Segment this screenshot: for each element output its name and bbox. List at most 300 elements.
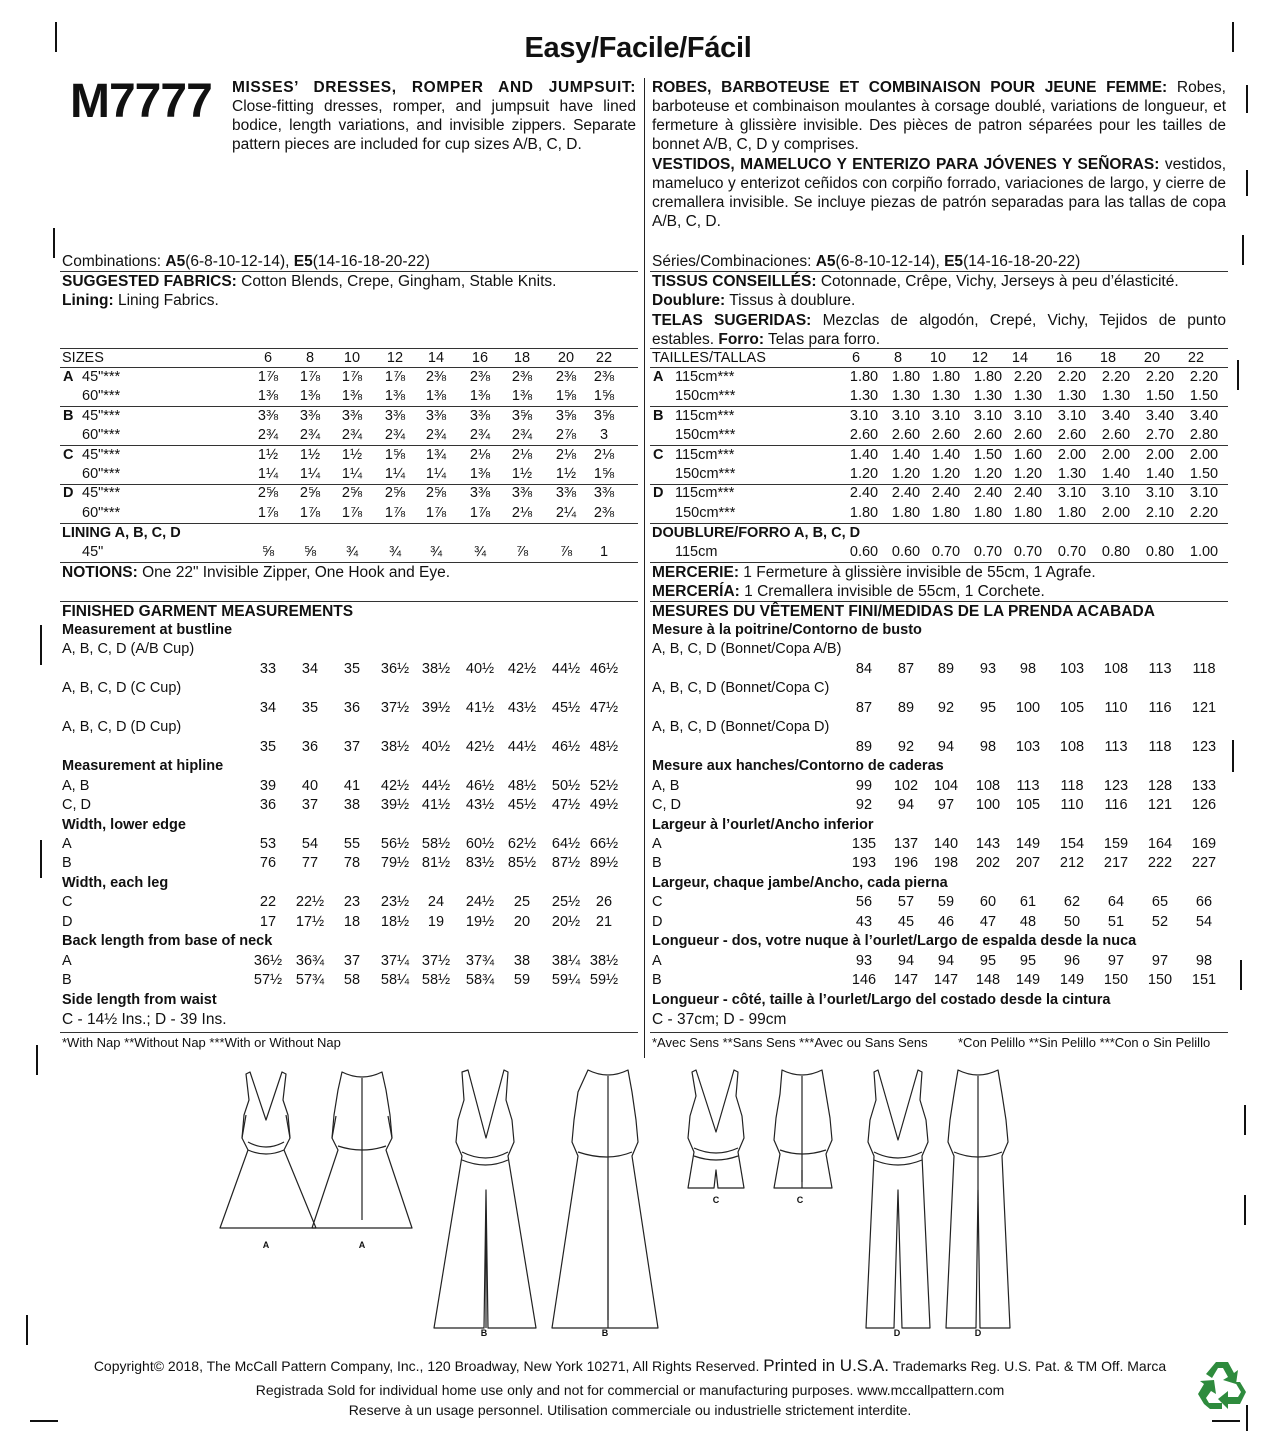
table-cell: 45 xyxy=(897,913,915,930)
table-cell: 38½ xyxy=(421,660,451,677)
table-cell: 12 xyxy=(971,350,989,366)
table-cell: 92 xyxy=(855,797,873,814)
sketch-label: B xyxy=(480,1328,488,1338)
table-cell: 38 xyxy=(343,797,361,814)
table-cell: 3.10 xyxy=(1101,485,1131,502)
table-cell: 121 xyxy=(1191,699,1217,716)
table-cell: 150 xyxy=(1103,972,1129,989)
table-cell: 2.20 xyxy=(1145,369,1175,385)
french-description xyxy=(652,78,1226,154)
table-cell: 3.10 xyxy=(849,407,879,424)
table-cell: 150cm*** xyxy=(675,388,736,405)
table-cell: 42½ xyxy=(507,660,537,677)
table-cell: 54 xyxy=(301,835,319,852)
table-cell: 108 xyxy=(975,777,1001,794)
table-cell: 17 xyxy=(259,913,277,930)
table-cell: 115cm*** xyxy=(675,446,735,463)
measurement-row-metric xyxy=(0,952,1276,971)
table-cell: Measurement at hipline xyxy=(62,758,224,775)
table-cell: 50 xyxy=(1063,913,1081,930)
table-cell: 103 xyxy=(1015,738,1041,755)
table-cell: A xyxy=(63,369,74,385)
table-cell: 3⅜ xyxy=(469,407,491,424)
table-cell: 149 xyxy=(1059,972,1085,989)
table-cell: 151 xyxy=(1191,972,1217,989)
table-cell: 2.10 xyxy=(1145,504,1175,521)
table-cell: 135 xyxy=(851,835,877,852)
table-cell: 33 xyxy=(259,660,277,677)
table-cell: 2.60 xyxy=(849,427,879,444)
table-cell: A xyxy=(62,952,72,969)
measurement-row-metric xyxy=(0,621,1276,640)
table-cell: 1.30 xyxy=(973,388,1003,405)
table-cell: Largeur à l’ourlet/Ancho inferior xyxy=(652,816,874,833)
table-cell: 1¼ xyxy=(257,466,279,482)
table-cell: 44½ xyxy=(551,660,581,677)
table-cell: 46½ xyxy=(589,660,619,677)
table-cell: 1⅜ xyxy=(299,388,321,405)
table-cell: 108 xyxy=(1059,738,1085,755)
table-cell: 137 xyxy=(893,835,919,852)
table-cell: 1.80 xyxy=(931,369,961,385)
table-cell: 2.40 xyxy=(849,485,879,502)
table-cell: 2⅛ xyxy=(511,504,533,521)
table-cell: 1¼ xyxy=(384,466,406,482)
table-cell: 38¼ xyxy=(551,952,581,969)
table-cell: 1½ xyxy=(555,466,577,482)
table-cell: 3⅜ xyxy=(555,485,577,502)
table-cell: 1⅜ xyxy=(425,388,447,405)
table-cell: 81½ xyxy=(421,855,451,872)
table-cell: 3⅜ xyxy=(511,485,533,502)
table-cell: 0.70 xyxy=(931,544,961,561)
table-cell: 121 xyxy=(1147,797,1173,814)
table-cell: 39½ xyxy=(380,797,410,814)
table-cell: 2.20 xyxy=(1101,369,1131,385)
table-cell: 57¾ xyxy=(295,972,325,989)
table-cell: 1.00 xyxy=(1189,544,1219,561)
table-cell: 3⅜ xyxy=(299,407,321,424)
table-cell: 103 xyxy=(1059,660,1085,677)
table-cell: 149 xyxy=(1015,835,1041,852)
table-cell: 14 xyxy=(1011,350,1029,366)
table-cell: 1.20 xyxy=(849,466,879,482)
table-cell: 0.60 xyxy=(891,544,921,561)
table-cell: 128 xyxy=(1147,777,1173,794)
table-cell: 45"*** xyxy=(82,446,121,463)
separator-line xyxy=(60,1032,638,1033)
table-cell: 98 xyxy=(1019,660,1037,677)
table-cell: 19 xyxy=(427,913,445,930)
table-cell: 59½ xyxy=(589,972,619,989)
table-cell: 10 xyxy=(929,350,947,366)
measurement-row-metric xyxy=(0,816,1276,835)
table-cell: 43½ xyxy=(507,699,537,716)
table-cell: 52 xyxy=(1151,913,1169,930)
table-cell: 18 xyxy=(1099,350,1117,366)
table-cell: 61 xyxy=(1019,894,1037,911)
table-cell: 12 xyxy=(386,350,404,366)
table-cell: 164 xyxy=(1147,835,1173,852)
table-cell: 87 xyxy=(855,699,873,716)
table-cell: 36½ xyxy=(253,952,283,969)
table-cell: 1.30 xyxy=(931,388,961,405)
table-cell: A, B, C, D (Bonnet/Copa C) xyxy=(652,680,830,697)
table-cell: 46 xyxy=(937,913,955,930)
table-cell: 47½ xyxy=(589,699,619,716)
table-cell: 2.40 xyxy=(973,485,1003,502)
table-cell: 1⅞ xyxy=(341,369,363,385)
french-fabrics: TISSUS CONSEILLÉS: Cotonnade, Crêpe, Vichy, Jerseys à peu d’élasticité. Doublure: Tissus à doublure. xyxy=(652,273,1179,309)
table-cell: 110 xyxy=(1104,699,1128,716)
table-cell: 3 xyxy=(599,427,609,444)
table-cell: 57 xyxy=(897,894,915,911)
table-cell: 159 xyxy=(1103,835,1129,852)
table-cell: 1⅞ xyxy=(469,504,491,521)
table-cell: 1.20 xyxy=(1013,466,1043,482)
table-cell: 2⅛ xyxy=(511,446,533,463)
table-cell: 35 xyxy=(343,660,361,677)
table-cell: 3.10 xyxy=(1057,485,1087,502)
table-cell: 2¼ xyxy=(555,504,577,521)
table-cell: 1⅞ xyxy=(341,504,363,521)
table-cell: 115cm*** xyxy=(675,369,735,385)
table-cell: 58 xyxy=(343,972,361,989)
table-cell: 89 xyxy=(897,699,915,716)
table-cell: 45"*** xyxy=(82,485,121,502)
table-cell: 1½ xyxy=(257,446,279,463)
table-cell: 1⅞ xyxy=(257,504,279,521)
table-cell: 1.30 xyxy=(1101,388,1131,405)
table-cell: 1 xyxy=(599,544,609,561)
table-cell: 46½ xyxy=(465,777,495,794)
table-cell: LINING A, B, C, D xyxy=(62,525,181,541)
table-cell: 58¼ xyxy=(380,972,410,989)
table-cell: 65 xyxy=(1151,894,1169,911)
table-cell: 79½ xyxy=(380,855,410,872)
table-cell: 1⅞ xyxy=(384,504,406,521)
sketch-label: A xyxy=(262,1240,270,1250)
table-cell: C xyxy=(652,894,663,911)
yardage-row-metric xyxy=(0,484,1276,503)
english-measurements-title: FINISHED GARMENT MEASUREMENTS xyxy=(62,603,354,620)
table-cell: 2⅜ xyxy=(593,504,615,521)
measurement-row-metric xyxy=(0,679,1276,698)
table-cell: 115cm*** xyxy=(675,407,735,424)
table-cell: 1⅜ xyxy=(341,388,363,405)
table-cell: 60½ xyxy=(465,835,495,852)
table-cell: 99 xyxy=(855,777,873,794)
table-cell: 6 xyxy=(851,350,861,366)
table-cell: ⅞ xyxy=(515,544,529,561)
table-cell: 1.80 xyxy=(931,504,961,521)
measurement-row-metric xyxy=(0,718,1276,737)
table-cell: A xyxy=(652,835,662,852)
table-cell: 45½ xyxy=(551,699,581,716)
table-cell: 1⅞ xyxy=(299,369,321,385)
table-cell: 3⅝ xyxy=(593,407,615,424)
table-cell: 116 xyxy=(1148,699,1172,716)
table-cell: D xyxy=(653,485,664,502)
sketch-label: C xyxy=(712,1195,720,1205)
table-cell: 40½ xyxy=(465,660,495,677)
table-cell: 1.80 xyxy=(1057,504,1087,521)
table-cell: 212 xyxy=(1059,855,1085,872)
table-cell: Side length from waist xyxy=(62,991,217,1008)
table-cell: 1¼ xyxy=(341,466,363,482)
table-cell: A, B xyxy=(652,777,680,794)
table-cell: 1⅜ xyxy=(469,388,491,405)
table-cell: 2.60 xyxy=(1057,427,1087,444)
table-cell: ¾ xyxy=(388,544,402,561)
table-cell: 2.40 xyxy=(891,485,921,502)
table-cell: 94 xyxy=(937,952,955,969)
table-cell: 24½ xyxy=(465,894,495,911)
table-cell: 40½ xyxy=(421,738,451,755)
spanish-nap-note: *Con Pelillo **Sin Pelillo ***Con o Sin Pelillo xyxy=(958,1035,1211,1050)
table-cell: 60"*** xyxy=(82,388,121,405)
english-side-length: C - 14½ Ins.; D - 39 Ins. xyxy=(62,1011,227,1028)
table-cell: 8 xyxy=(305,350,315,366)
table-cell: 3.10 xyxy=(931,407,961,424)
table-cell: 1⅜ xyxy=(257,388,279,405)
table-cell: 3.40 xyxy=(1101,407,1131,424)
table-cell: 3.40 xyxy=(1189,407,1219,424)
table-cell: 1½ xyxy=(299,446,321,463)
table-cell: 76 xyxy=(259,855,277,872)
table-cell: 93 xyxy=(979,660,997,677)
table-cell: 62 xyxy=(1063,894,1081,911)
table-cell: 150cm*** xyxy=(675,504,736,521)
table-cell: 44½ xyxy=(421,777,451,794)
table-cell: 42½ xyxy=(380,777,410,794)
table-cell: 202 xyxy=(975,855,1001,872)
table-cell: 1.30 xyxy=(849,388,879,405)
table-cell: 87 xyxy=(897,660,915,677)
yardage-row-metric xyxy=(0,504,1276,523)
table-cell: 154 xyxy=(1059,835,1085,852)
sketch-label: B xyxy=(601,1328,609,1338)
table-cell: 1.30 xyxy=(1057,466,1087,482)
table-cell: 1.30 xyxy=(1013,388,1043,405)
table-cell: 1.40 xyxy=(849,446,879,463)
footer-line-1: Copyright© 2018, The McCall Pattern Company, Inc., 120 Broadway, New York 10271, All Rights Reserved. Printed in U.S.A. Trademarks Reg. U.S. Pat. & TM Off. Marca xyxy=(93,1356,1167,1375)
table-cell: A xyxy=(653,369,664,385)
table-cell: 36 xyxy=(343,699,361,716)
table-cell: 2⅜ xyxy=(593,369,615,385)
table-cell: A, B, C, D (C Cup) xyxy=(62,680,182,697)
table-cell: 2.60 xyxy=(931,427,961,444)
table-cell: 83½ xyxy=(465,855,495,872)
table-cell: 108 xyxy=(1103,660,1129,677)
table-cell: ¾ xyxy=(345,544,359,561)
table-cell: 1.20 xyxy=(891,466,921,482)
table-cell: 25½ xyxy=(551,894,581,911)
table-cell: 2.20 xyxy=(1013,369,1043,385)
table-cell: 89 xyxy=(855,738,873,755)
table-cell: 45" xyxy=(82,544,104,561)
table-cell: 1.50 xyxy=(1189,466,1219,482)
table-cell: 2.00 xyxy=(1145,446,1175,463)
table-cell: 60"*** xyxy=(82,466,121,482)
table-cell: 1¼ xyxy=(299,466,321,482)
table-cell: 2⅜ xyxy=(511,369,533,385)
table-cell: 118 xyxy=(1192,660,1216,677)
table-cell: 47½ xyxy=(551,797,581,814)
table-cell: 1¼ xyxy=(425,466,447,482)
table-cell: 1.80 xyxy=(973,369,1003,385)
table-cell: 49½ xyxy=(589,797,619,814)
table-cell: 2.00 xyxy=(1101,504,1131,521)
sketch-view-c-front xyxy=(688,1070,744,1188)
table-cell: 169 xyxy=(1191,835,1217,852)
measurement-row-metric xyxy=(0,640,1276,659)
table-cell: 2⅝ xyxy=(341,485,363,502)
measurement-row-metric xyxy=(0,738,1276,757)
table-cell: D xyxy=(652,913,663,930)
table-cell: 45½ xyxy=(507,797,537,814)
table-cell: ⅝ xyxy=(261,544,275,561)
english-description-text: Close-fitting dresses, romper, and jumpsuit have lined bodice, length variations, and invisible zippers. Separate pattern pieces are included for cup sizes A/B, C, D. xyxy=(232,98,636,153)
table-cell: 22 xyxy=(259,894,277,911)
table-cell: 217 xyxy=(1103,855,1129,872)
table-cell: B xyxy=(652,855,662,872)
table-cell: ⅝ xyxy=(303,544,317,561)
table-cell: 45"*** xyxy=(82,369,121,385)
table-cell: 1⅞ xyxy=(425,504,447,521)
table-cell: 24 xyxy=(427,894,445,911)
table-cell: 17½ xyxy=(295,913,325,930)
table-cell: C xyxy=(63,446,74,463)
table-cell: Largeur, chaque jambe/Ancho, cada pierna xyxy=(652,874,948,891)
table-cell: B xyxy=(62,855,72,872)
table-cell: 0.70 xyxy=(973,544,1003,561)
french-description-text: Robes, barboteuse et combinaison moulantes à corsage doublé, variations de longueur, et fermeture à glissière invisible. Des pièces de patron séparées pour les tailles de bonnet A/B, C, D y comprises. xyxy=(652,79,1226,153)
table-cell: 100 xyxy=(1015,699,1041,716)
table-cell: TAILLES/TALLAS xyxy=(652,350,766,366)
table-cell: 1.80 xyxy=(849,369,879,385)
table-cell: 123 xyxy=(1191,738,1217,755)
table-cell: 94 xyxy=(937,738,955,755)
table-cell: 2¾ xyxy=(425,427,447,444)
table-cell: 23½ xyxy=(380,894,410,911)
table-cell: B xyxy=(63,407,74,424)
table-cell: A, B, C, D (Bonnet/Copa A/B) xyxy=(652,641,842,658)
table-cell: 1.80 xyxy=(973,504,1003,521)
table-cell: 60 xyxy=(979,894,997,911)
table-cell: 143 xyxy=(975,835,1001,852)
table-cell: 100 xyxy=(975,797,1001,814)
table-cell: 3⅝ xyxy=(555,407,577,424)
sketch-label: D xyxy=(974,1328,982,1338)
table-cell: 44½ xyxy=(507,738,537,755)
table-cell: 58½ xyxy=(421,835,451,852)
table-cell: 1.30 xyxy=(891,388,921,405)
table-cell: 2.00 xyxy=(1189,446,1219,463)
table-cell: 3⅝ xyxy=(511,407,533,424)
table-cell: 1⅞ xyxy=(384,369,406,385)
table-cell: 41 xyxy=(343,777,361,794)
french-heading: ROBES, BARBOTEUSE ET COMBINAISON POUR JEUNE FEMME: xyxy=(652,79,1168,96)
table-cell: D xyxy=(63,485,74,502)
table-cell: 2.20 xyxy=(1189,504,1219,521)
yardage-row-metric xyxy=(0,426,1276,445)
table-cell: 77 xyxy=(301,855,319,872)
table-cell: 2⅝ xyxy=(257,485,279,502)
table-cell: 1⅜ xyxy=(469,466,491,482)
yardage-row-metric xyxy=(0,368,1276,387)
table-cell: 227 xyxy=(1191,855,1217,872)
table-cell: 37 xyxy=(343,952,361,969)
table-cell: 6 xyxy=(263,350,273,366)
measurement-row-metric xyxy=(0,893,1276,912)
table-cell: 113 xyxy=(1148,660,1172,677)
table-cell: 2⅝ xyxy=(425,485,447,502)
table-cell: 92 xyxy=(897,738,915,755)
table-cell: 38½ xyxy=(589,952,619,969)
table-cell: 2⅛ xyxy=(555,446,577,463)
table-cell: 1.40 xyxy=(891,446,921,463)
table-cell: 1⅝ xyxy=(593,388,615,405)
table-cell: 2⅞ xyxy=(555,427,577,444)
table-cell: 16 xyxy=(471,350,489,366)
table-cell: 40 xyxy=(301,777,319,794)
table-cell: 3⅜ xyxy=(469,485,491,502)
table-cell: 37 xyxy=(301,797,319,814)
table-cell: C xyxy=(653,446,664,463)
table-cell: 149 xyxy=(1015,972,1041,989)
table-cell: 1.30 xyxy=(1057,388,1087,405)
table-cell: 1⅜ xyxy=(384,388,406,405)
table-cell: 23 xyxy=(343,894,361,911)
table-cell: Measurement at bustline xyxy=(62,622,233,638)
table-cell: 19½ xyxy=(465,913,495,930)
table-cell: 22½ xyxy=(295,894,325,911)
table-cell: 56 xyxy=(855,894,873,911)
table-cell: 3.40 xyxy=(1145,407,1175,424)
table-cell: 2.00 xyxy=(1057,446,1087,463)
french-nap-note: *Avec Sens **Sans Sens ***Avec ou Sans Sens xyxy=(652,1035,928,1050)
table-cell: 56½ xyxy=(380,835,410,852)
table-cell: 16 xyxy=(1055,350,1073,366)
table-cell: 95 xyxy=(979,952,997,969)
yardage-row-metric xyxy=(0,465,1276,484)
lining-row-metric xyxy=(0,543,1276,562)
sketch-view-b-back xyxy=(552,1070,658,1328)
english-fabrics: SUGGESTED FABRICS: Cotton Blends, Crepe, Gingham, Stable Knits. Lining: Lining Fabrics. xyxy=(62,273,557,309)
table-cell: A xyxy=(652,952,662,969)
table-cell: 64 xyxy=(1107,894,1125,911)
table-cell: 222 xyxy=(1147,855,1173,872)
spanish-description-text: vestidos, mameluco y enterizot ceñidos con corpiño forrado, variaciones de largo, y cierre de cremallera invisible. Se incluye piezas de patrón separadas para las tallas de copa A/B, C, D. xyxy=(652,156,1226,230)
english-description xyxy=(232,78,636,154)
table-cell: 123 xyxy=(1103,777,1129,794)
separator-line xyxy=(650,1032,1228,1033)
table-cell: 35 xyxy=(301,699,319,716)
recycle-icon xyxy=(1196,1358,1250,1410)
table-cell: 0.70 xyxy=(1057,544,1087,561)
measurement-row-metric xyxy=(0,835,1276,854)
table-cell: 118 xyxy=(1148,738,1172,755)
table-cell: 1.60 xyxy=(1013,446,1043,463)
table-cell: 2.20 xyxy=(1189,369,1219,385)
table-cell: 94 xyxy=(897,797,915,814)
table-cell: 95 xyxy=(1019,952,1037,969)
table-cell: 147 xyxy=(893,972,919,989)
table-cell: 1.80 xyxy=(1013,504,1043,521)
table-cell: Mesure aux hanches/Contorno de caderas xyxy=(652,758,944,775)
table-cell: C, D xyxy=(652,797,681,814)
